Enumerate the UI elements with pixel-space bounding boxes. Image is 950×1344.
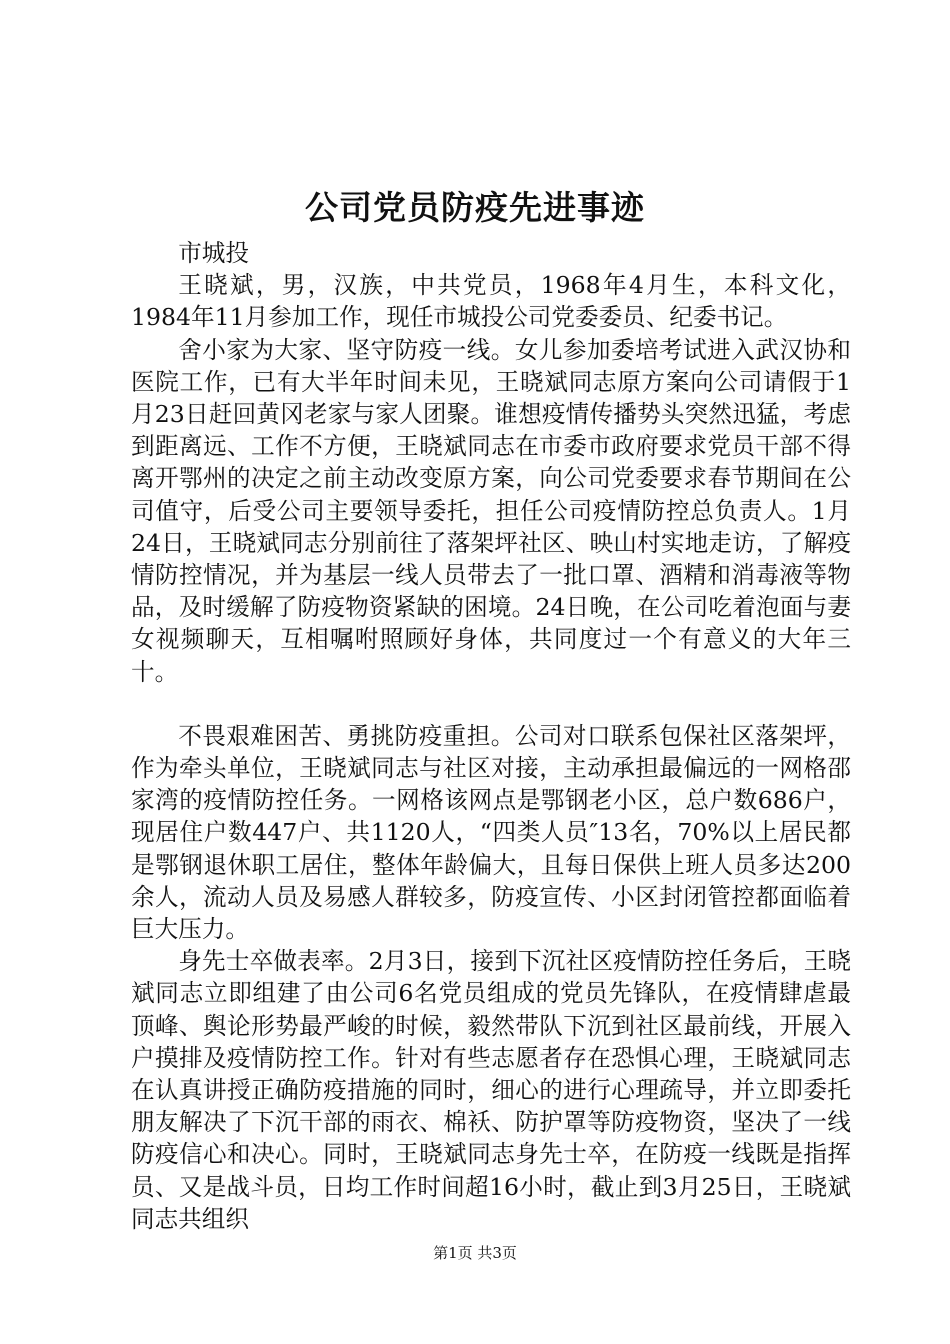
paragraph-example: 身先士卒做表率。2月3日，接到下沉社区疫情防控任务后，王晓斌同志立即组建了由公司6名党员组成的党员先锋队，在疫情肆虐最顶峰、舆论形势最严峻的时候，毅然带队下沉到社区最前线，开展入户摸排及疫情防控工作。针对有些志愿者存在恐惧心理，王晓斌同志在认真讲授正确防疫措施的同时，细心的进行心理疏导，并立即委托朋友解决了下沉干部的雨衣、棉袄、防护罩等防疫物资，坚决了一线防疫信心和决心。同时，王晓斌同志身先士卒，在防疫一线既是指挥员、又是战斗员，日均工作时间超16小时，截止到3月25日，王晓斌同志共组织 bbox=[131, 947, 851, 1233]
source-line: 市城投 bbox=[178, 239, 249, 267]
paragraph-burden: 不畏艰难困苦、勇挑防疫重担。公司对口联系包保社区落架坪，作为牵头单位，王晓斌同志与社区对接，主动承担最偏远的一网格邵家湾的疫情防控任务。一网格该网点是鄂钢老小区，总户数686户，现居住户数447户、共1120人，“四类人员″13名，70%以上居民都是鄂钢退休职工居住，整体年龄偏大，且每日保供上班人员多达200余人，流动人员及易感人群较多，防疫宣传、小区封闭管控都面临着巨大压力。 bbox=[131, 721, 851, 944]
page-footer: 第1页 共3页 bbox=[433, 1244, 517, 1262]
page-title: 公司党员防疫先进事迹 bbox=[305, 188, 645, 227]
document-body bbox=[131, 237, 851, 1235]
paragraph-profile: 王晓斌，男，汉族，中共党员，1968年4月生，本科文化，1984年11月参加工作，现任市城投公司党委委员、纪委书记。 bbox=[131, 271, 851, 332]
paragraph-frontline: 舍小家为大家、坚守防疫一线。女儿参加委培考试进入武汉协和医院工作，已有大半年时间未见，王晓斌同志原方案向公司请假于1月23日赶回黄冈老家与家人团聚。谁想疫情传播势头突然迅猛，考虑到距离远、工作不方便，王晓斌同志在市委市政府要求党员干部不得离开鄂州的决定之前主动改变原方案，向公司党委要求春节期间在公司值守，后受公司主要领导委托，担任公司疫情防控总负责人。1月24日，王晓斌同志分别前往了落架坪社区、映山村实地走访，了解疫情防控情况，并为基层一线人员带去了一批口罩、酒精和消毒液等物品，及时缓解了防疫物资紧缺的困境。24日晚，在公司吃着泡面与妻女视频聊天，互相嘱咐照顾好身体，共同度过一个有意义的大年三十。 bbox=[131, 335, 851, 686]
